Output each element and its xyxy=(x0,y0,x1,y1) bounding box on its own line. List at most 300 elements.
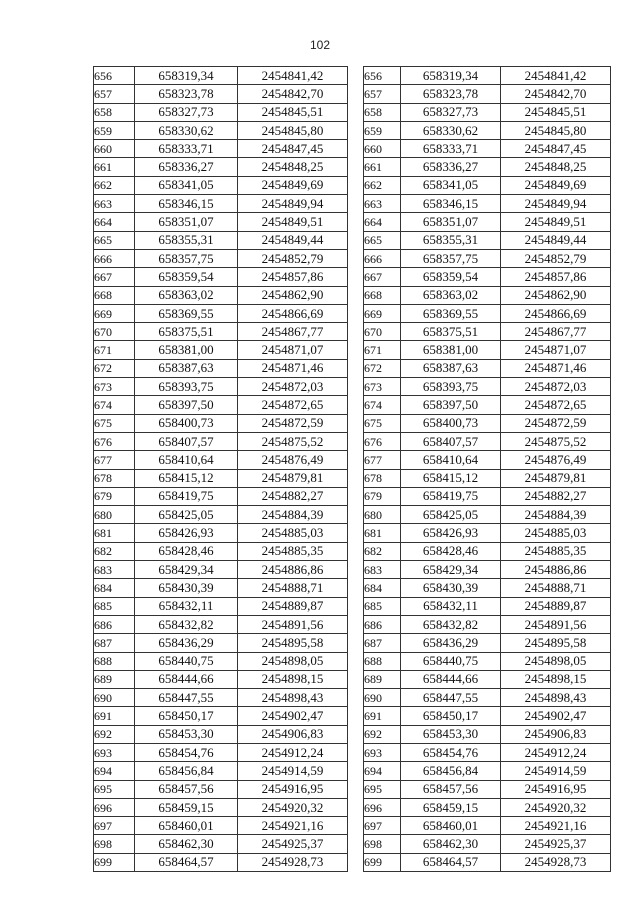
x-coordinate-cell: 658319,34 xyxy=(401,67,501,85)
x-coordinate-cell: 658330,62 xyxy=(401,121,501,139)
table-row xyxy=(364,195,611,213)
table-row xyxy=(364,432,611,450)
table-row xyxy=(364,103,611,121)
x-coordinate-cell: 658459,15 xyxy=(401,798,501,816)
x-coordinate-cell: 658393,75 xyxy=(401,378,501,396)
x-coordinate-cell: 658460,01 xyxy=(401,817,501,835)
y-coordinate-cell: 2454842,70 xyxy=(501,85,611,103)
table-row xyxy=(364,652,611,670)
y-coordinate-cell: 2454879,81 xyxy=(238,469,348,487)
table-row xyxy=(94,304,348,322)
y-coordinate-cell: 2454845,80 xyxy=(501,121,611,139)
x-coordinate-cell: 658432,11 xyxy=(401,597,501,615)
y-coordinate-cell: 2454862,90 xyxy=(501,286,611,304)
y-coordinate-cell: 2454912,24 xyxy=(501,743,611,761)
y-coordinate-cell: 2454849,44 xyxy=(238,231,348,249)
point-number-cell: 684 xyxy=(364,579,401,597)
x-coordinate-cell: 658346,15 xyxy=(135,195,238,213)
table-row xyxy=(94,195,348,213)
y-coordinate-cell: 2454871,07 xyxy=(501,341,611,359)
point-number-cell: 698 xyxy=(364,835,401,853)
point-number-cell: 665 xyxy=(364,231,401,249)
y-coordinate-cell: 2454888,71 xyxy=(238,579,348,597)
point-number-cell: 693 xyxy=(94,743,135,761)
point-number-cell: 694 xyxy=(364,762,401,780)
y-coordinate-cell: 2454885,03 xyxy=(238,524,348,542)
x-coordinate-cell: 658323,78 xyxy=(135,85,238,103)
x-coordinate-cell: 658333,71 xyxy=(135,140,238,158)
table-row xyxy=(364,268,611,286)
x-coordinate-cell: 658341,05 xyxy=(135,176,238,194)
x-coordinate-cell: 658351,07 xyxy=(135,213,238,231)
y-coordinate-cell: 2454888,71 xyxy=(501,579,611,597)
point-number-cell: 665 xyxy=(94,231,135,249)
y-coordinate-cell: 2454847,45 xyxy=(501,140,611,158)
y-coordinate-cell: 2454872,03 xyxy=(238,378,348,396)
table-row xyxy=(364,286,611,304)
point-number-cell: 659 xyxy=(364,121,401,139)
table-row xyxy=(364,634,611,652)
x-coordinate-cell: 658327,73 xyxy=(135,103,238,121)
x-coordinate-cell: 658429,34 xyxy=(401,561,501,579)
point-number-cell: 657 xyxy=(364,85,401,103)
y-coordinate-cell: 2454847,45 xyxy=(238,140,348,158)
y-coordinate-cell: 2454925,37 xyxy=(501,835,611,853)
table-row xyxy=(94,853,348,871)
x-coordinate-cell: 658323,78 xyxy=(401,85,501,103)
y-coordinate-cell: 2454921,16 xyxy=(501,817,611,835)
point-number-cell: 699 xyxy=(94,853,135,871)
x-coordinate-cell: 658440,75 xyxy=(401,652,501,670)
y-coordinate-cell: 2454886,86 xyxy=(238,561,348,579)
table-row xyxy=(364,249,611,267)
point-number-cell: 698 xyxy=(94,835,135,853)
table-row xyxy=(364,615,611,633)
x-coordinate-cell: 658357,75 xyxy=(401,249,501,267)
y-coordinate-cell: 2454849,44 xyxy=(501,231,611,249)
table-row xyxy=(94,341,348,359)
y-coordinate-cell: 2454906,83 xyxy=(238,725,348,743)
table-row xyxy=(94,670,348,688)
point-number-cell: 678 xyxy=(94,469,135,487)
x-coordinate-cell: 658426,93 xyxy=(401,524,501,542)
table-row xyxy=(94,85,348,103)
y-coordinate-cell: 2454849,51 xyxy=(238,213,348,231)
y-coordinate-cell: 2454849,94 xyxy=(238,195,348,213)
point-number-cell: 697 xyxy=(364,817,401,835)
y-coordinate-cell: 2454852,79 xyxy=(238,249,348,267)
point-number-cell: 675 xyxy=(364,414,401,432)
y-coordinate-cell: 2454871,46 xyxy=(238,359,348,377)
x-coordinate-cell: 658454,76 xyxy=(401,743,501,761)
table-row xyxy=(364,579,611,597)
point-number-cell: 691 xyxy=(364,707,401,725)
y-coordinate-cell: 2454891,56 xyxy=(238,615,348,633)
table-row xyxy=(364,213,611,231)
y-coordinate-cell: 2454889,87 xyxy=(238,597,348,615)
point-number-cell: 667 xyxy=(364,268,401,286)
y-coordinate-cell: 2454872,59 xyxy=(238,414,348,432)
x-coordinate-cell: 658436,29 xyxy=(401,634,501,652)
point-number-cell: 666 xyxy=(364,249,401,267)
y-coordinate-cell: 2454867,77 xyxy=(238,323,348,341)
x-coordinate-cell: 658457,56 xyxy=(401,780,501,798)
table-row xyxy=(364,743,611,761)
point-number-cell: 680 xyxy=(364,506,401,524)
x-coordinate-cell: 658457,56 xyxy=(135,780,238,798)
x-coordinate-cell: 658462,30 xyxy=(135,835,238,853)
point-number-cell: 656 xyxy=(94,67,135,85)
y-coordinate-cell: 2454914,59 xyxy=(238,762,348,780)
table-row xyxy=(364,121,611,139)
table-row xyxy=(364,506,611,524)
table-row xyxy=(364,341,611,359)
x-coordinate-cell: 658429,34 xyxy=(135,561,238,579)
point-number-cell: 691 xyxy=(94,707,135,725)
point-number-cell: 687 xyxy=(364,634,401,652)
x-coordinate-cell: 658375,51 xyxy=(401,323,501,341)
y-coordinate-cell: 2454920,32 xyxy=(501,798,611,816)
point-number-cell: 662 xyxy=(94,176,135,194)
y-coordinate-cell: 2454898,15 xyxy=(501,670,611,688)
table-body xyxy=(94,67,348,872)
table-row xyxy=(94,487,348,505)
page-number: 102 xyxy=(309,38,331,52)
x-coordinate-cell: 658426,93 xyxy=(135,524,238,542)
point-number-cell: 671 xyxy=(364,341,401,359)
x-coordinate-cell: 658464,57 xyxy=(401,853,501,871)
table-row xyxy=(94,707,348,725)
table-row xyxy=(94,762,348,780)
table-row xyxy=(364,561,611,579)
y-coordinate-cell: 2454898,15 xyxy=(238,670,348,688)
y-coordinate-cell: 2454906,83 xyxy=(501,725,611,743)
table-row xyxy=(94,451,348,469)
point-number-cell: 664 xyxy=(364,213,401,231)
y-coordinate-cell: 2454871,46 xyxy=(501,359,611,377)
y-coordinate-cell: 2454928,73 xyxy=(501,853,611,871)
point-number-cell: 661 xyxy=(364,158,401,176)
point-number-cell: 668 xyxy=(94,286,135,304)
point-number-cell: 672 xyxy=(364,359,401,377)
table-row xyxy=(94,432,348,450)
point-number-cell: 672 xyxy=(94,359,135,377)
point-number-cell: 658 xyxy=(364,103,401,121)
point-number-cell: 686 xyxy=(364,615,401,633)
y-coordinate-cell: 2454914,59 xyxy=(501,762,611,780)
x-coordinate-cell: 658393,75 xyxy=(135,378,238,396)
y-coordinate-cell: 2454928,73 xyxy=(238,853,348,871)
table-row xyxy=(364,487,611,505)
y-coordinate-cell: 2454857,86 xyxy=(501,268,611,286)
point-number-cell: 663 xyxy=(94,195,135,213)
y-coordinate-cell: 2454898,43 xyxy=(238,689,348,707)
point-number-cell: 677 xyxy=(94,451,135,469)
y-coordinate-cell: 2454916,95 xyxy=(238,780,348,798)
y-coordinate-cell: 2454872,65 xyxy=(238,396,348,414)
y-coordinate-cell: 2454920,32 xyxy=(238,798,348,816)
point-number-cell: 660 xyxy=(364,140,401,158)
y-coordinate-cell: 2454872,59 xyxy=(501,414,611,432)
point-number-cell: 668 xyxy=(364,286,401,304)
y-coordinate-cell: 2454857,86 xyxy=(238,268,348,286)
table-row xyxy=(364,158,611,176)
x-coordinate-cell: 658381,00 xyxy=(135,341,238,359)
x-coordinate-cell: 658381,00 xyxy=(401,341,501,359)
table-row xyxy=(94,176,348,194)
x-coordinate-cell: 658428,46 xyxy=(135,542,238,560)
point-number-cell: 684 xyxy=(94,579,135,597)
point-number-cell: 673 xyxy=(94,378,135,396)
x-coordinate-cell: 658432,82 xyxy=(401,615,501,633)
y-coordinate-cell: 2454882,27 xyxy=(501,487,611,505)
x-coordinate-cell: 658436,29 xyxy=(135,634,238,652)
table-row xyxy=(364,378,611,396)
table-row xyxy=(364,817,611,835)
point-number-cell: 679 xyxy=(364,487,401,505)
x-coordinate-cell: 658400,73 xyxy=(135,414,238,432)
table-row xyxy=(94,561,348,579)
table-row xyxy=(364,140,611,158)
table-row xyxy=(364,670,611,688)
y-coordinate-cell: 2454866,69 xyxy=(501,304,611,322)
y-coordinate-cell: 2454886,86 xyxy=(501,561,611,579)
table-row xyxy=(364,542,611,560)
table-row xyxy=(364,780,611,798)
x-coordinate-cell: 658450,17 xyxy=(401,707,501,725)
table-row xyxy=(94,469,348,487)
table-row xyxy=(364,725,611,743)
y-coordinate-cell: 2454902,47 xyxy=(501,707,611,725)
x-coordinate-cell: 658453,30 xyxy=(401,725,501,743)
table-row xyxy=(364,304,611,322)
y-coordinate-cell: 2454845,51 xyxy=(238,103,348,121)
table-row xyxy=(364,359,611,377)
x-coordinate-cell: 658397,50 xyxy=(135,396,238,414)
y-coordinate-cell: 2454895,58 xyxy=(501,634,611,652)
point-number-cell: 695 xyxy=(94,780,135,798)
table-row xyxy=(94,158,348,176)
y-coordinate-cell: 2454862,90 xyxy=(238,286,348,304)
x-coordinate-cell: 658387,63 xyxy=(401,359,501,377)
table-row xyxy=(94,396,348,414)
y-coordinate-cell: 2454852,79 xyxy=(501,249,611,267)
table-row xyxy=(94,286,348,304)
table-row xyxy=(94,359,348,377)
y-coordinate-cell: 2454889,87 xyxy=(501,597,611,615)
point-number-cell: 697 xyxy=(94,817,135,835)
y-coordinate-cell: 2454849,69 xyxy=(238,176,348,194)
y-coordinate-cell: 2454891,56 xyxy=(501,615,611,633)
point-number-cell: 685 xyxy=(94,597,135,615)
table-row xyxy=(364,524,611,542)
y-coordinate-cell: 2454876,49 xyxy=(238,451,348,469)
point-number-cell: 692 xyxy=(94,725,135,743)
table-row xyxy=(94,323,348,341)
x-coordinate-cell: 658432,11 xyxy=(135,597,238,615)
table-row xyxy=(94,817,348,835)
x-coordinate-cell: 658447,55 xyxy=(135,689,238,707)
point-number-cell: 696 xyxy=(94,798,135,816)
x-coordinate-cell: 658387,63 xyxy=(135,359,238,377)
point-number-cell: 677 xyxy=(364,451,401,469)
y-coordinate-cell: 2454848,25 xyxy=(238,158,348,176)
table-row xyxy=(364,231,611,249)
table-row xyxy=(94,414,348,432)
x-coordinate-cell: 658333,71 xyxy=(401,140,501,158)
y-coordinate-cell: 2454921,16 xyxy=(238,817,348,835)
table-row xyxy=(94,542,348,560)
table-row xyxy=(364,85,611,103)
y-coordinate-cell: 2454866,69 xyxy=(238,304,348,322)
table-row xyxy=(364,707,611,725)
table-row xyxy=(94,725,348,743)
point-number-cell: 675 xyxy=(94,414,135,432)
point-number-cell: 664 xyxy=(94,213,135,231)
coordinates-table-right xyxy=(363,66,611,872)
point-number-cell: 690 xyxy=(364,689,401,707)
point-number-cell: 690 xyxy=(94,689,135,707)
x-coordinate-cell: 658346,15 xyxy=(401,195,501,213)
table-row xyxy=(94,835,348,853)
point-number-cell: 692 xyxy=(364,725,401,743)
table-row xyxy=(94,378,348,396)
y-coordinate-cell: 2454845,80 xyxy=(238,121,348,139)
point-number-cell: 657 xyxy=(94,85,135,103)
point-number-cell: 661 xyxy=(94,158,135,176)
point-number-cell: 694 xyxy=(94,762,135,780)
table-row xyxy=(94,506,348,524)
point-number-cell: 682 xyxy=(94,542,135,560)
point-number-cell: 663 xyxy=(364,195,401,213)
table-row xyxy=(364,414,611,432)
point-number-cell: 687 xyxy=(94,634,135,652)
table-row xyxy=(364,451,611,469)
table-row xyxy=(94,231,348,249)
table-row xyxy=(94,615,348,633)
point-number-cell: 683 xyxy=(364,561,401,579)
y-coordinate-cell: 2454875,52 xyxy=(238,432,348,450)
table-row xyxy=(94,67,348,85)
point-number-cell: 670 xyxy=(94,323,135,341)
y-coordinate-cell: 2454841,42 xyxy=(238,67,348,85)
y-coordinate-cell: 2454848,25 xyxy=(501,158,611,176)
table-row xyxy=(364,67,611,85)
x-coordinate-cell: 658430,39 xyxy=(401,579,501,597)
x-coordinate-cell: 658375,51 xyxy=(135,323,238,341)
table-row xyxy=(364,597,611,615)
x-coordinate-cell: 658447,55 xyxy=(401,689,501,707)
point-number-cell: 662 xyxy=(364,176,401,194)
point-number-cell: 676 xyxy=(94,432,135,450)
y-coordinate-cell: 2454884,39 xyxy=(501,506,611,524)
point-number-cell: 685 xyxy=(364,597,401,615)
point-number-cell: 681 xyxy=(94,524,135,542)
x-coordinate-cell: 658341,05 xyxy=(401,176,501,194)
table-row xyxy=(94,652,348,670)
y-coordinate-cell: 2454885,03 xyxy=(501,524,611,542)
y-coordinate-cell: 2454872,03 xyxy=(501,378,611,396)
table-row xyxy=(94,103,348,121)
y-coordinate-cell: 2454925,37 xyxy=(238,835,348,853)
table-row xyxy=(94,268,348,286)
table-row xyxy=(364,853,611,871)
point-number-cell: 682 xyxy=(364,542,401,560)
x-coordinate-cell: 658456,84 xyxy=(401,762,501,780)
x-coordinate-cell: 658462,30 xyxy=(401,835,501,853)
point-number-cell: 669 xyxy=(364,304,401,322)
table-row xyxy=(364,469,611,487)
table-row xyxy=(364,396,611,414)
y-coordinate-cell: 2454849,69 xyxy=(501,176,611,194)
y-coordinate-cell: 2454842,70 xyxy=(238,85,348,103)
x-coordinate-cell: 658336,27 xyxy=(135,158,238,176)
point-number-cell: 680 xyxy=(94,506,135,524)
table-row xyxy=(364,323,611,341)
x-coordinate-cell: 658359,54 xyxy=(401,268,501,286)
x-coordinate-cell: 658363,02 xyxy=(401,286,501,304)
x-coordinate-cell: 658369,55 xyxy=(135,304,238,322)
x-coordinate-cell: 658330,62 xyxy=(135,121,238,139)
point-number-cell: 671 xyxy=(94,341,135,359)
coordinates-table-left xyxy=(93,66,348,872)
point-number-cell: 689 xyxy=(94,670,135,688)
point-number-cell: 689 xyxy=(364,670,401,688)
point-number-cell: 696 xyxy=(364,798,401,816)
y-coordinate-cell: 2454845,51 xyxy=(501,103,611,121)
point-number-cell: 688 xyxy=(94,652,135,670)
point-number-cell: 688 xyxy=(364,652,401,670)
y-coordinate-cell: 2454867,77 xyxy=(501,323,611,341)
point-number-cell: 673 xyxy=(364,378,401,396)
point-number-cell: 667 xyxy=(94,268,135,286)
y-coordinate-cell: 2454885,35 xyxy=(238,542,348,560)
point-number-cell: 679 xyxy=(94,487,135,505)
y-coordinate-cell: 2454841,42 xyxy=(501,67,611,85)
x-coordinate-cell: 658415,12 xyxy=(135,469,238,487)
table-row xyxy=(364,762,611,780)
x-coordinate-cell: 658336,27 xyxy=(401,158,501,176)
point-number-cell: 674 xyxy=(94,396,135,414)
x-coordinate-cell: 658444,66 xyxy=(135,670,238,688)
point-number-cell: 656 xyxy=(364,67,401,85)
y-coordinate-cell: 2454849,51 xyxy=(501,213,611,231)
table-row xyxy=(94,579,348,597)
x-coordinate-cell: 658410,64 xyxy=(135,451,238,469)
table-row xyxy=(364,176,611,194)
point-number-cell: 674 xyxy=(364,396,401,414)
point-number-cell: 678 xyxy=(364,469,401,487)
x-coordinate-cell: 658319,34 xyxy=(135,67,238,85)
table-body xyxy=(364,67,611,872)
y-coordinate-cell: 2454872,65 xyxy=(501,396,611,414)
y-coordinate-cell: 2454912,24 xyxy=(238,743,348,761)
table-row xyxy=(94,121,348,139)
x-coordinate-cell: 658453,30 xyxy=(135,725,238,743)
table-row xyxy=(94,597,348,615)
point-number-cell: 686 xyxy=(94,615,135,633)
table-row xyxy=(94,634,348,652)
x-coordinate-cell: 658425,05 xyxy=(401,506,501,524)
y-coordinate-cell: 2454916,95 xyxy=(501,780,611,798)
x-coordinate-cell: 658456,84 xyxy=(135,762,238,780)
x-coordinate-cell: 658428,46 xyxy=(401,542,501,560)
table-row xyxy=(94,798,348,816)
y-coordinate-cell: 2454898,43 xyxy=(501,689,611,707)
x-coordinate-cell: 658419,75 xyxy=(135,487,238,505)
y-coordinate-cell: 2454879,81 xyxy=(501,469,611,487)
x-coordinate-cell: 658454,76 xyxy=(135,743,238,761)
